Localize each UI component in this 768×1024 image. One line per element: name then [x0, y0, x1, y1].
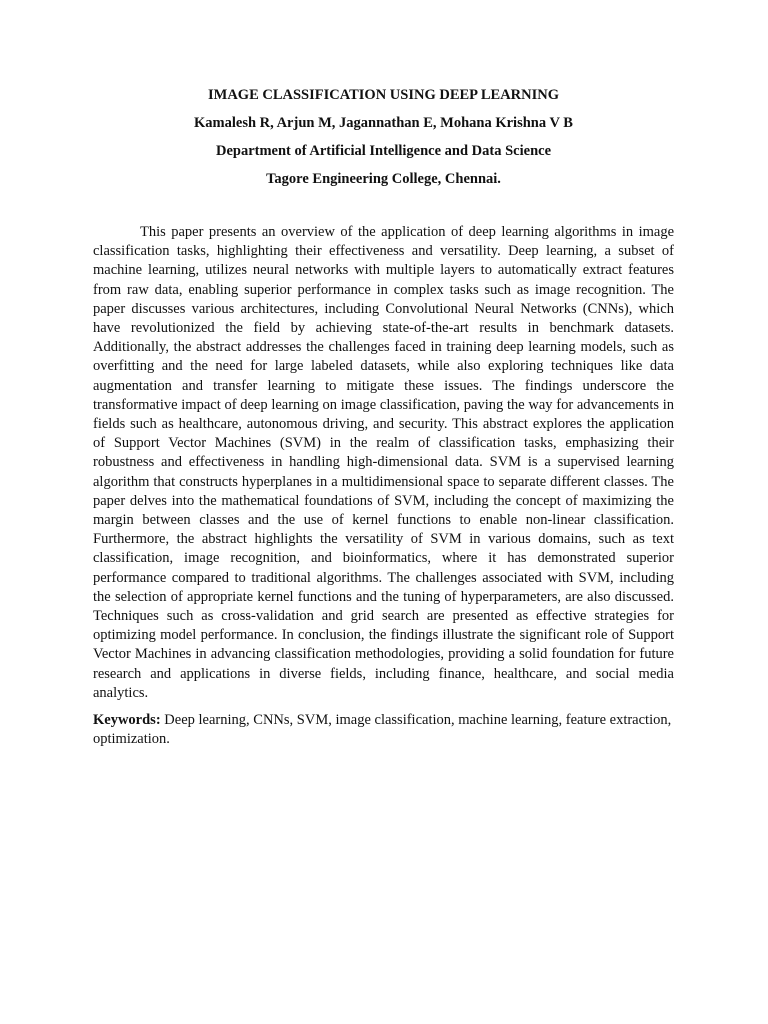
paper-college: Tagore Engineering College, Chennai. [266, 171, 501, 187]
abstract-paragraph: This paper presents an overview of the application of deep learning algorithms in image classification tasks, highlighting their effectiveness and versatility. Deep learning, a subset of machine learning, utilizes neural networks with multiple layers to automatically extract features from raw data, enabling superior performance in complex tasks such as image recognition. The paper discusses various architectures, including Convolutional Neural Networks (CNNs), which have revolutionized the field by achieving state-of-the-art results in benchmark datasets. Additionally, the abstract addresses the challenges faced in training deep learning models, such as overfitting and the need for large labeled datasets, while also exploring techniques like data augmentation and transfer learning to mitigate these issues. The findings underscore the transformative impact of deep learning on image classification, paving the way for advancements in fields such as healthcare, autonomous driving, and security. This abstract explores the application of Support Vector Machines (SVM) in the realm of classification tasks, emphasizing their robustness and effectiveness in handling high-dimensional data. SVM is a supervised learning algorithm that constructs hyperplanes in a multidimensional space to separate different classes. The paper delves into the mathematical foundations of SVM, including the concept of maximizing the margin between classes and the use of kernel functions to enable non-linear classification. Furthermore, the abstract highlights the versatility of SVM in various domains, such as text classification, image recognition, and bioinformatics, where it has demonstrated superior performance compared to traditional algorithms. The challenges associated with SVM, including the selection of appropriate kernel functions and the tuning of hyperparameters, are also discussed. Techniques such as cross-validation and grid search are presented as effective strategies for optimizing model performance. In conclusion, the findings illustrate the significant role of Support Vector Machines in advancing classification methodologies, providing a solid foundation for future research and applications in diverse fields, including finance, healthcare, and social media analytics. [93, 224, 674, 701]
paper-title: IMAGE CLASSIFICATION USING DEEP LEARNING [207, 87, 560, 103]
paper-authors: Kamalesh R, Arjun M, Jagannathan E, Mohana Krishna V B [194, 115, 573, 131]
paper-department: Department of Artificial Intelligence and Data Science [215, 143, 552, 159]
keywords-text: Deep learning, CNNs, SVM, image classification, machine learning, feature extraction, optimization. [93, 712, 672, 748]
keywords-paragraph [93, 711, 674, 749]
keywords-label: Keywords: [93, 712, 161, 729]
